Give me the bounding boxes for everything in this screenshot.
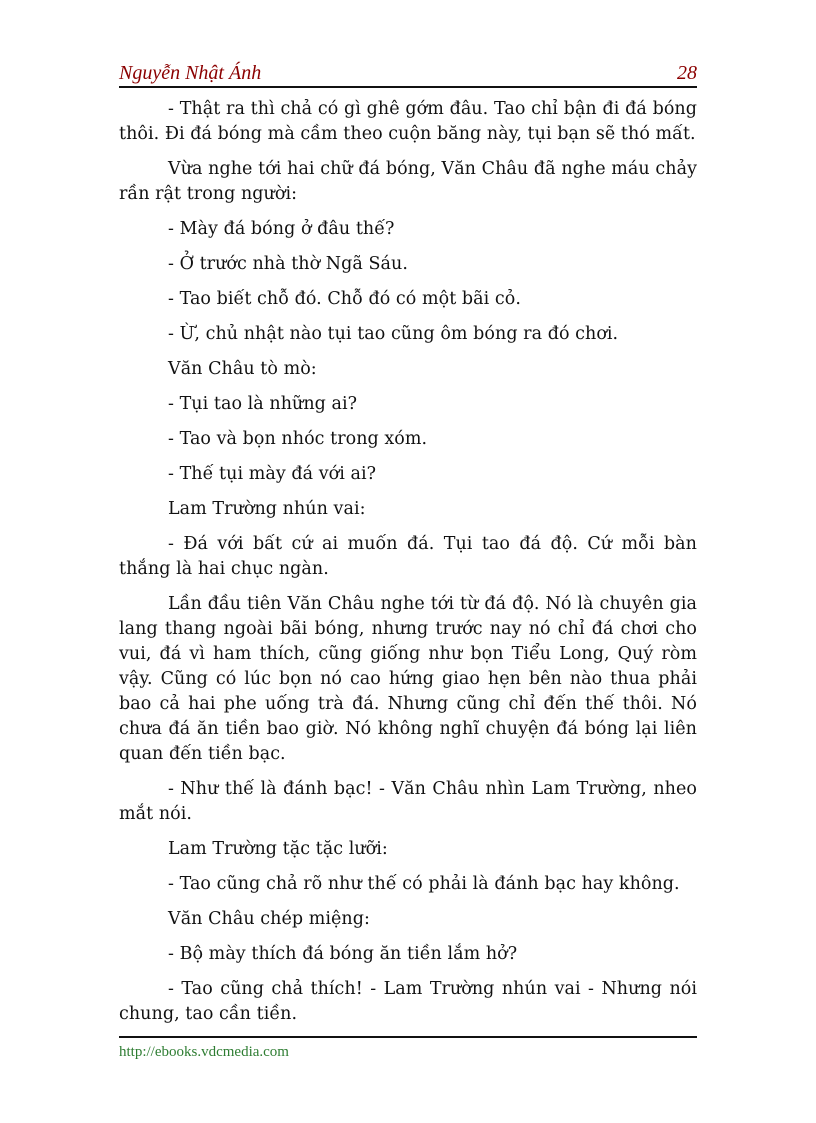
- page-number: 28: [677, 62, 697, 84]
- paragraph: - Đá với bất cứ ai muốn đá. Tụi tao đá độ. Cứ mỗi bàn thắng là hai chục ngàn.: [119, 534, 697, 579]
- footer-url-link[interactable]: http://ebooks.vdcmedia.com: [119, 1044, 289, 1060]
- paragraph: - Thật ra thì chả có gì ghê gớm đâu. Tao chỉ bận đi đá bóng thôi. Đi đá bóng mà cầm theo cuộn băng này, tụi bạn sẽ thó mất.: [119, 99, 697, 144]
- header-author: Nguyễn Nhật Ánh: [119, 62, 262, 84]
- paragraph: - Tao cũng chả rõ như thế có phải là đánh bạc hay không.: [168, 874, 680, 894]
- paragraph: - Ừ, chủ nhật nào tụi tao cũng ôm bóng ra đó chơi.: [168, 324, 619, 344]
- paragraph: - Tao và bọn nhóc trong xóm.: [168, 429, 428, 449]
- paragraph: - Bộ mày thích đá bóng ăn tiền lắm hở?: [168, 944, 518, 964]
- paragraph: Văn Châu chép miệng:: [168, 909, 370, 929]
- footer-divider: [119, 1036, 697, 1038]
- paragraph: Lam Trường tặc tặc lưỡi:: [168, 839, 388, 859]
- paragraph: - Như thế là đánh bạc! - Văn Châu nhìn Lam Trường, nheo mắt nói.: [119, 779, 697, 824]
- body-text: [119, 97, 697, 1037]
- paragraph: - Tụi tao là những ai?: [168, 394, 358, 414]
- paragraph: Vừa nghe tới hai chữ đá bóng, Văn Châu đã nghe máu chảy rần rật trong người:: [119, 159, 697, 204]
- header-divider: [119, 86, 697, 88]
- paragraph: - Tao biết chỗ đó. Chỗ đó có một bãi cỏ.: [168, 289, 521, 309]
- paragraph: - Tao cũng chả thích! - Lam Trường nhún vai - Nhưng nói chung, tao cần tiền.: [119, 979, 697, 1024]
- paragraph: Lần đầu tiên Văn Châu nghe tới từ đá độ. Nó là chuyên gia lang thang ngoài bãi bóng, nhưng trước nay nó chỉ đá chơi cho vui, đá vì ham thích, cũng giống như bọn Tiểu Long, Quý ròm vậy. Cũng có lúc bọn nó cao hứng giao hẹn bên nào thua phải bao cả hai phe uống trà đá. Nhưng cũng chỉ đến thế thôi. Nó chưa đá ăn tiền bao giờ. Nó không nghĩ chuyện đá bóng lại liên quan đến tiền bạc.: [119, 594, 697, 764]
- paragraph: Văn Châu tò mò:: [168, 359, 317, 379]
- paragraph: - Mày đá bóng ở đâu thế?: [168, 219, 395, 239]
- paragraph: Lam Trường nhún vai:: [168, 499, 366, 519]
- paragraph: - Ở trước nhà thờ Ngã Sáu.: [168, 254, 408, 274]
- paragraph: - Thế tụi mày đá với ai?: [168, 464, 377, 484]
